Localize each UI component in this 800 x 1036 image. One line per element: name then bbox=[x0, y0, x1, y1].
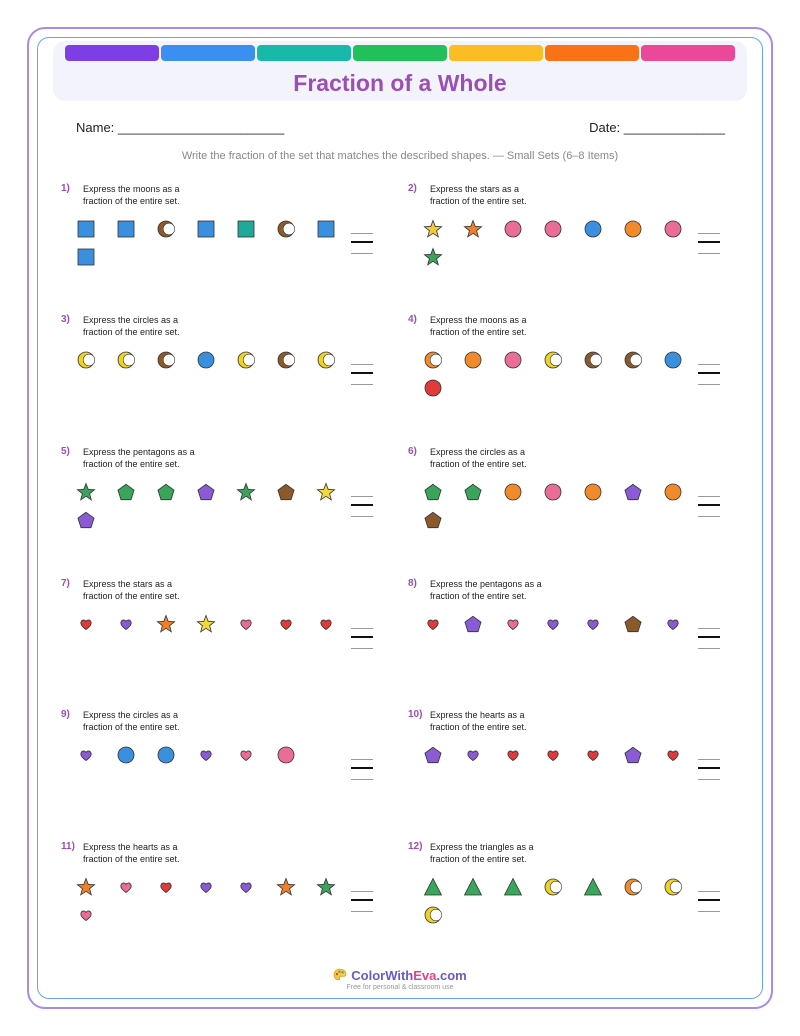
prompt-line: Express the circles as a bbox=[430, 447, 526, 457]
moon-icon bbox=[156, 219, 176, 244]
numerator-blank[interactable] bbox=[698, 233, 720, 234]
circle-icon bbox=[543, 482, 563, 507]
moon-icon bbox=[623, 877, 643, 902]
footer bbox=[0, 968, 800, 991]
palette-icon bbox=[333, 968, 347, 982]
fraction-bar bbox=[698, 372, 720, 374]
heart-icon bbox=[76, 905, 96, 930]
fraction-bar bbox=[698, 636, 720, 638]
circle-icon bbox=[663, 350, 683, 375]
prompt-line: fraction of the entire set. bbox=[430, 196, 527, 206]
denominator-blank[interactable] bbox=[351, 253, 373, 254]
circle-icon bbox=[463, 350, 483, 375]
brand-eva: Eva bbox=[413, 968, 437, 983]
square-icon bbox=[76, 247, 96, 272]
fraction-answer[interactable] bbox=[351, 881, 373, 921]
numerator-blank[interactable] bbox=[351, 364, 373, 365]
pentagon-icon bbox=[463, 482, 483, 507]
problem-prompt bbox=[430, 709, 580, 733]
brand-logo bbox=[0, 968, 800, 983]
problem-7 bbox=[61, 578, 411, 688]
circle-icon bbox=[623, 219, 643, 244]
shape-set bbox=[61, 207, 401, 287]
heart-icon bbox=[423, 614, 443, 639]
circle-icon bbox=[116, 745, 136, 770]
heart-icon bbox=[583, 614, 603, 639]
heart-icon bbox=[316, 614, 336, 639]
problem-5 bbox=[61, 446, 411, 556]
square-icon bbox=[236, 219, 256, 244]
star-icon bbox=[196, 614, 216, 639]
star-icon bbox=[236, 482, 256, 507]
prompt-line: Express the stars as a bbox=[83, 579, 173, 589]
star-icon bbox=[316, 482, 336, 507]
numerator-blank[interactable] bbox=[351, 233, 373, 234]
heart-icon bbox=[156, 877, 176, 902]
shape-set bbox=[61, 470, 401, 550]
heart-icon bbox=[503, 614, 523, 639]
star-icon bbox=[423, 219, 443, 244]
pentagon-icon bbox=[423, 745, 443, 770]
heart-icon bbox=[236, 614, 256, 639]
shape-set bbox=[408, 865, 748, 945]
circle-icon bbox=[663, 482, 683, 507]
moon-icon bbox=[423, 350, 443, 375]
circle-icon bbox=[276, 745, 296, 770]
square-icon bbox=[116, 219, 136, 244]
fraction-answer[interactable] bbox=[351, 354, 373, 394]
fraction-bar bbox=[698, 241, 720, 243]
problem-10 bbox=[408, 709, 758, 819]
prompt-line: Express the moons as a bbox=[430, 315, 527, 325]
color-stripe bbox=[257, 45, 351, 61]
problem-number: 6) bbox=[408, 446, 417, 457]
problem-prompt bbox=[83, 183, 233, 207]
prompt-line: fraction of the entire set. bbox=[430, 459, 527, 469]
numerator-blank[interactable] bbox=[698, 891, 720, 892]
heart-icon bbox=[76, 745, 96, 770]
problem-number: 10) bbox=[408, 709, 423, 720]
star-icon bbox=[423, 247, 443, 272]
problem-prompt bbox=[83, 709, 233, 733]
problem-2 bbox=[408, 183, 758, 293]
moon-icon bbox=[583, 350, 603, 375]
problem-number: 8) bbox=[408, 578, 417, 589]
pentagon-icon bbox=[196, 482, 216, 507]
circle-icon bbox=[503, 350, 523, 375]
shape-set bbox=[408, 602, 748, 682]
shape-set bbox=[408, 733, 748, 813]
prompt-line: fraction of the entire set. bbox=[430, 591, 527, 601]
heart-icon bbox=[543, 745, 563, 770]
pentagon-icon bbox=[76, 510, 96, 535]
heart-icon bbox=[663, 745, 683, 770]
problem-prompt bbox=[83, 446, 233, 470]
instructions-text: Write the fraction of the set that matches the described shapes. — Small Sets (6–8 Items) bbox=[181, 150, 619, 162]
pentagon-icon bbox=[423, 510, 443, 535]
problem-4 bbox=[408, 314, 758, 424]
star-icon bbox=[316, 877, 336, 902]
pentagon-icon bbox=[156, 482, 176, 507]
problem-prompt bbox=[430, 578, 580, 602]
color-stripe bbox=[353, 45, 447, 61]
circle-icon bbox=[423, 378, 443, 403]
moon-icon bbox=[316, 350, 336, 375]
problem-prompt bbox=[430, 314, 580, 338]
moon-icon bbox=[236, 350, 256, 375]
heart-icon bbox=[196, 877, 216, 902]
problem-number: 5) bbox=[61, 446, 70, 457]
moon-icon bbox=[623, 350, 643, 375]
color-stripe bbox=[449, 45, 543, 61]
moon-icon bbox=[663, 877, 683, 902]
prompt-line: Express the pentagons as a bbox=[83, 447, 195, 457]
heart-icon bbox=[503, 745, 523, 770]
problem-prompt bbox=[430, 446, 580, 470]
problem-number: 9) bbox=[61, 709, 70, 720]
circle-icon bbox=[583, 482, 603, 507]
star-icon bbox=[76, 877, 96, 902]
fraction-answer[interactable] bbox=[698, 618, 720, 658]
problem-1 bbox=[61, 183, 411, 293]
prompt-line: Express the stars as a bbox=[430, 184, 520, 194]
prompt-line: fraction of the entire set. bbox=[430, 722, 527, 732]
denominator-blank[interactable] bbox=[351, 648, 373, 649]
numerator-blank[interactable] bbox=[698, 628, 720, 629]
problem-prompt bbox=[83, 314, 233, 338]
star-icon bbox=[463, 219, 483, 244]
pentagon-icon bbox=[623, 745, 643, 770]
problem-number: 11) bbox=[61, 841, 75, 852]
color-stripe-bar bbox=[65, 45, 735, 61]
square-icon bbox=[196, 219, 216, 244]
square-icon bbox=[316, 219, 336, 244]
problem-prompt bbox=[83, 841, 233, 865]
prompt-line: Express the hearts as a bbox=[83, 842, 178, 852]
numerator-blank[interactable] bbox=[698, 496, 720, 497]
problem-3 bbox=[61, 314, 411, 424]
heart-icon bbox=[196, 745, 216, 770]
problem-number: 3) bbox=[61, 314, 70, 325]
fraction-answer[interactable] bbox=[698, 881, 720, 921]
fraction-bar bbox=[351, 241, 373, 243]
color-stripe bbox=[161, 45, 255, 61]
circle-icon bbox=[503, 219, 523, 244]
denominator-blank[interactable] bbox=[351, 779, 373, 780]
prompt-line: Express the triangles as a bbox=[430, 842, 534, 852]
color-stripe bbox=[545, 45, 639, 61]
fraction-bar bbox=[351, 504, 373, 506]
prompt-line: Express the hearts as a bbox=[430, 710, 525, 720]
heart-icon bbox=[76, 614, 96, 639]
brand-name: ColorWith bbox=[351, 968, 414, 983]
denominator-blank[interactable] bbox=[698, 779, 720, 780]
prompt-line: fraction of the entire set. bbox=[83, 854, 180, 864]
prompt-line: fraction of the entire set. bbox=[83, 327, 180, 337]
shape-set bbox=[408, 207, 748, 287]
numerator-blank[interactable] bbox=[698, 364, 720, 365]
numerator-blank[interactable] bbox=[698, 759, 720, 760]
color-stripe bbox=[65, 45, 159, 61]
problem-6 bbox=[408, 446, 758, 556]
star-icon bbox=[76, 482, 96, 507]
pentagon-icon bbox=[276, 482, 296, 507]
moon-icon bbox=[276, 219, 296, 244]
pentagon-icon bbox=[623, 482, 643, 507]
pentagon-icon bbox=[423, 482, 443, 507]
heart-icon bbox=[463, 745, 483, 770]
fraction-bar bbox=[351, 372, 373, 374]
problem-prompt bbox=[430, 841, 580, 865]
numerator-blank[interactable] bbox=[351, 759, 373, 760]
circle-icon bbox=[583, 219, 603, 244]
shape-set bbox=[61, 338, 401, 418]
shape-set bbox=[408, 338, 748, 418]
page-title: Fraction of a Whole bbox=[293, 70, 507, 96]
heart-icon bbox=[236, 745, 256, 770]
numerator-blank[interactable] bbox=[351, 628, 373, 629]
circle-icon bbox=[196, 350, 216, 375]
circle-icon bbox=[543, 219, 563, 244]
fraction-bar bbox=[351, 767, 373, 769]
shape-set bbox=[408, 470, 748, 550]
name-field[interactable]: Name: _______________________ bbox=[76, 120, 285, 135]
problem-number: 7) bbox=[61, 578, 70, 589]
square-icon bbox=[76, 219, 96, 244]
problem-12 bbox=[408, 841, 758, 951]
moon-icon bbox=[116, 350, 136, 375]
pentagon-icon bbox=[463, 614, 483, 639]
fraction-answer[interactable] bbox=[351, 749, 373, 789]
moon-icon bbox=[423, 905, 443, 930]
denominator-blank[interactable] bbox=[698, 384, 720, 385]
problem-number: 4) bbox=[408, 314, 417, 325]
shape-set bbox=[61, 602, 401, 682]
prompt-line: fraction of the entire set. bbox=[83, 459, 180, 469]
fraction-answer[interactable] bbox=[351, 223, 373, 263]
heart-icon bbox=[116, 877, 136, 902]
fraction-answer[interactable] bbox=[698, 354, 720, 394]
heart-icon bbox=[276, 614, 296, 639]
moon-icon bbox=[543, 877, 563, 902]
fraction-bar bbox=[351, 899, 373, 901]
fraction-bar bbox=[698, 899, 720, 901]
fraction-bar bbox=[698, 767, 720, 769]
triangle-icon bbox=[583, 877, 603, 902]
prompt-line: fraction of the entire set. bbox=[83, 722, 180, 732]
denominator-blank[interactable] bbox=[698, 516, 720, 517]
star-icon bbox=[276, 877, 296, 902]
footer-tagline: Free for personal & classroom use bbox=[346, 984, 454, 991]
prompt-line: Express the pentagons as a bbox=[430, 579, 542, 589]
numerator-blank[interactable] bbox=[351, 496, 373, 497]
heart-icon bbox=[583, 745, 603, 770]
prompt-line: fraction of the entire set. bbox=[83, 196, 180, 206]
prompt-line: fraction of the entire set. bbox=[430, 854, 527, 864]
triangle-icon bbox=[463, 877, 483, 902]
heart-icon bbox=[663, 614, 683, 639]
brand-domain: .com bbox=[436, 968, 467, 983]
denominator-blank[interactable] bbox=[351, 911, 373, 912]
circle-icon bbox=[156, 745, 176, 770]
fraction-answer[interactable] bbox=[698, 486, 720, 526]
star-icon bbox=[156, 614, 176, 639]
pentagon-icon bbox=[623, 614, 643, 639]
problem-11 bbox=[61, 841, 411, 951]
denominator-blank[interactable] bbox=[698, 253, 720, 254]
problem-8 bbox=[408, 578, 758, 688]
problem-prompt bbox=[430, 183, 580, 207]
prompt-line: Express the circles as a bbox=[83, 315, 179, 325]
heart-icon bbox=[236, 877, 256, 902]
denominator-blank[interactable] bbox=[698, 911, 720, 912]
fraction-bar bbox=[698, 504, 720, 506]
triangle-icon bbox=[503, 877, 523, 902]
circle-icon bbox=[503, 482, 523, 507]
shape-set bbox=[61, 733, 401, 813]
moon-icon bbox=[276, 350, 296, 375]
heart-icon bbox=[116, 614, 136, 639]
date-field[interactable]: Date: ______________ bbox=[589, 120, 725, 135]
shape-set bbox=[61, 865, 401, 945]
problem-number: 1) bbox=[61, 183, 70, 194]
numerator-blank[interactable] bbox=[351, 891, 373, 892]
prompt-line: fraction of the entire set. bbox=[83, 591, 180, 601]
triangle-icon bbox=[423, 877, 443, 902]
denominator-blank[interactable] bbox=[351, 384, 373, 385]
problem-number: 2) bbox=[408, 183, 417, 194]
fraction-bar bbox=[351, 636, 373, 638]
pentagon-icon bbox=[116, 482, 136, 507]
heart-icon bbox=[543, 614, 563, 639]
problem-9 bbox=[61, 709, 411, 819]
fraction-answer[interactable] bbox=[698, 749, 720, 789]
moon-icon bbox=[543, 350, 563, 375]
fraction-answer[interactable] bbox=[351, 486, 373, 526]
moon-icon bbox=[156, 350, 176, 375]
fraction-answer[interactable] bbox=[698, 223, 720, 263]
problem-number: 12) bbox=[408, 841, 423, 852]
prompt-line: fraction of the entire set. bbox=[430, 327, 527, 337]
denominator-blank[interactable] bbox=[698, 648, 720, 649]
prompt-line: Express the circles as a bbox=[83, 710, 179, 720]
circle-icon bbox=[663, 219, 683, 244]
problem-prompt bbox=[83, 578, 233, 602]
denominator-blank[interactable] bbox=[351, 516, 373, 517]
fraction-answer[interactable] bbox=[351, 618, 373, 658]
moon-icon bbox=[76, 350, 96, 375]
color-stripe bbox=[641, 45, 735, 61]
prompt-line: Express the moons as a bbox=[83, 184, 180, 194]
